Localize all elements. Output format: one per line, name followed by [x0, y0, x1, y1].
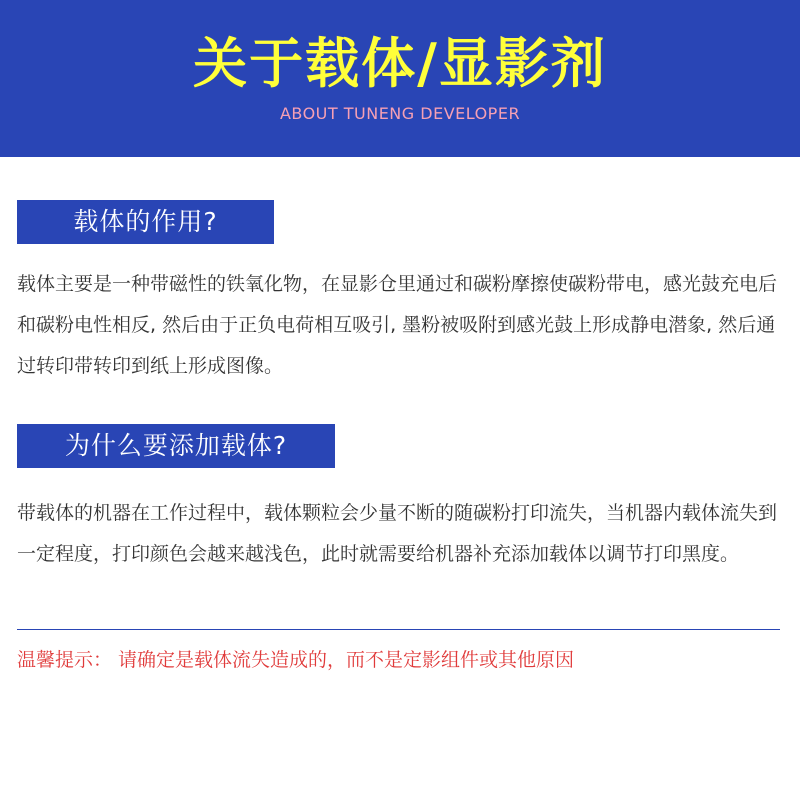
section-heading-carrier-function: 载体的作用? — [17, 200, 274, 244]
header-banner — [0, 0, 800, 157]
page-title: 关于载体/显影剂 — [193, 32, 607, 95]
section-heading-why-add-carrier: 为什么要添加载体? — [17, 424, 335, 468]
page-subtitle: ABOUT TUNENG DEVELOPER — [279, 104, 521, 123]
divider — [17, 629, 780, 630]
warm-tip: 温馨提示： 请确定是载体流失造成的，而不是定影组件或其他原因 — [17, 649, 575, 671]
why-add-carrier-paragraph: 带载体的机器在工作过程中，载体颗粒会少量不断的随碳粉打印流失，当机器内载体流失到一定程度，打印颜色会越来越浅色，此时就需要给机器补充添加载体以调节打印黑度。 — [17, 502, 778, 565]
carrier-function-paragraph: 载体主要是一种带磁性的铁氧化物，在显影仓里通过和碳粉摩擦使碳粉带电，感光鼓充电后和碳粉电性相反, 然后由于正负电荷相互吸引, 墨粉被吸附到感光鼓上形成静电潜象, 然后通过转印带转印到纸上形成图像。 — [17, 273, 778, 377]
